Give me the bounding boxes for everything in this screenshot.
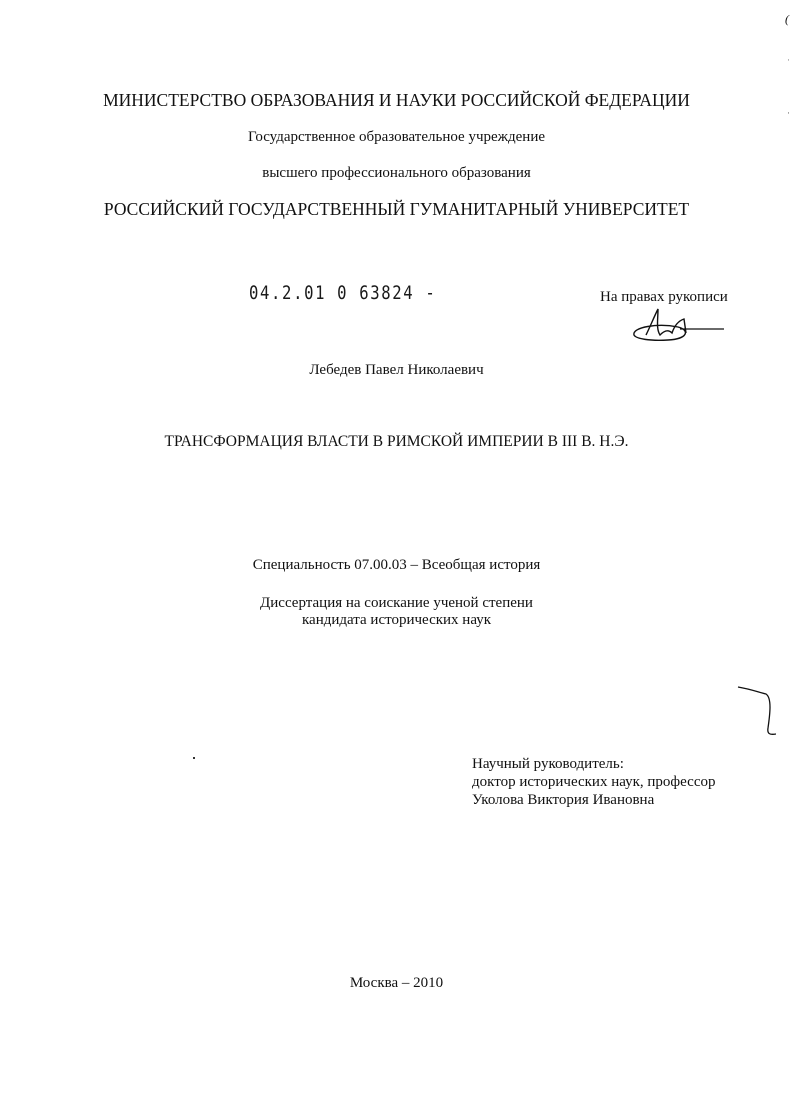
degree-line2: кандидата исторических наук — [301, 612, 492, 628]
author-name: Лебедев Павел Николаевич — [309, 362, 484, 378]
ministry-heading: МИНИСТЕРСТВО ОБРАЗОВАНИЯ И НАУКИ РОССИЙСКОЙ ФЕДЕРАЦИИ — [103, 90, 690, 110]
supervisor-label: Научный руководитель: — [472, 756, 624, 772]
supervisor-name: Уколова Виктория Ивановна — [472, 792, 655, 808]
edge-mark-1: ( — [785, 12, 789, 26]
scan-dot — [193, 757, 195, 759]
pen-mark-icon — [736, 684, 776, 740]
specialty-line: Специальность 07.00.03 – Всеобщая история — [252, 557, 541, 573]
supervisor-credentials: доктор исторических наук, профессор — [472, 774, 716, 790]
university-name: РОССИЙСКИЙ ГОСУДАРСТВЕННЫЙ ГУМАНИТАРНЫЙ УНИВЕРСИТЕТ — [103, 199, 690, 219]
degree-line1: Диссертация на соискание ученой степени — [260, 595, 533, 611]
institution-type-line1: Государственное образовательное учреждение — [247, 129, 546, 145]
edge-mark-2: · — [787, 55, 790, 65]
place-year: Москва – 2010 — [349, 975, 444, 991]
edge-mark-3: · — [787, 108, 790, 118]
signature-icon — [628, 305, 728, 345]
registration-code: 04.2.01 0 63824 - — [249, 282, 437, 304]
institution-type-line2: высшего профессионального образования — [262, 165, 531, 181]
dissertation-title: ТРАНСФОРМАЦИЯ ВЛАСТИ В РИМСКОЙ ИМПЕРИИ В III В. Н.Э. — [164, 433, 629, 450]
manuscript-rights-label: На правах рукописи — [600, 289, 728, 305]
